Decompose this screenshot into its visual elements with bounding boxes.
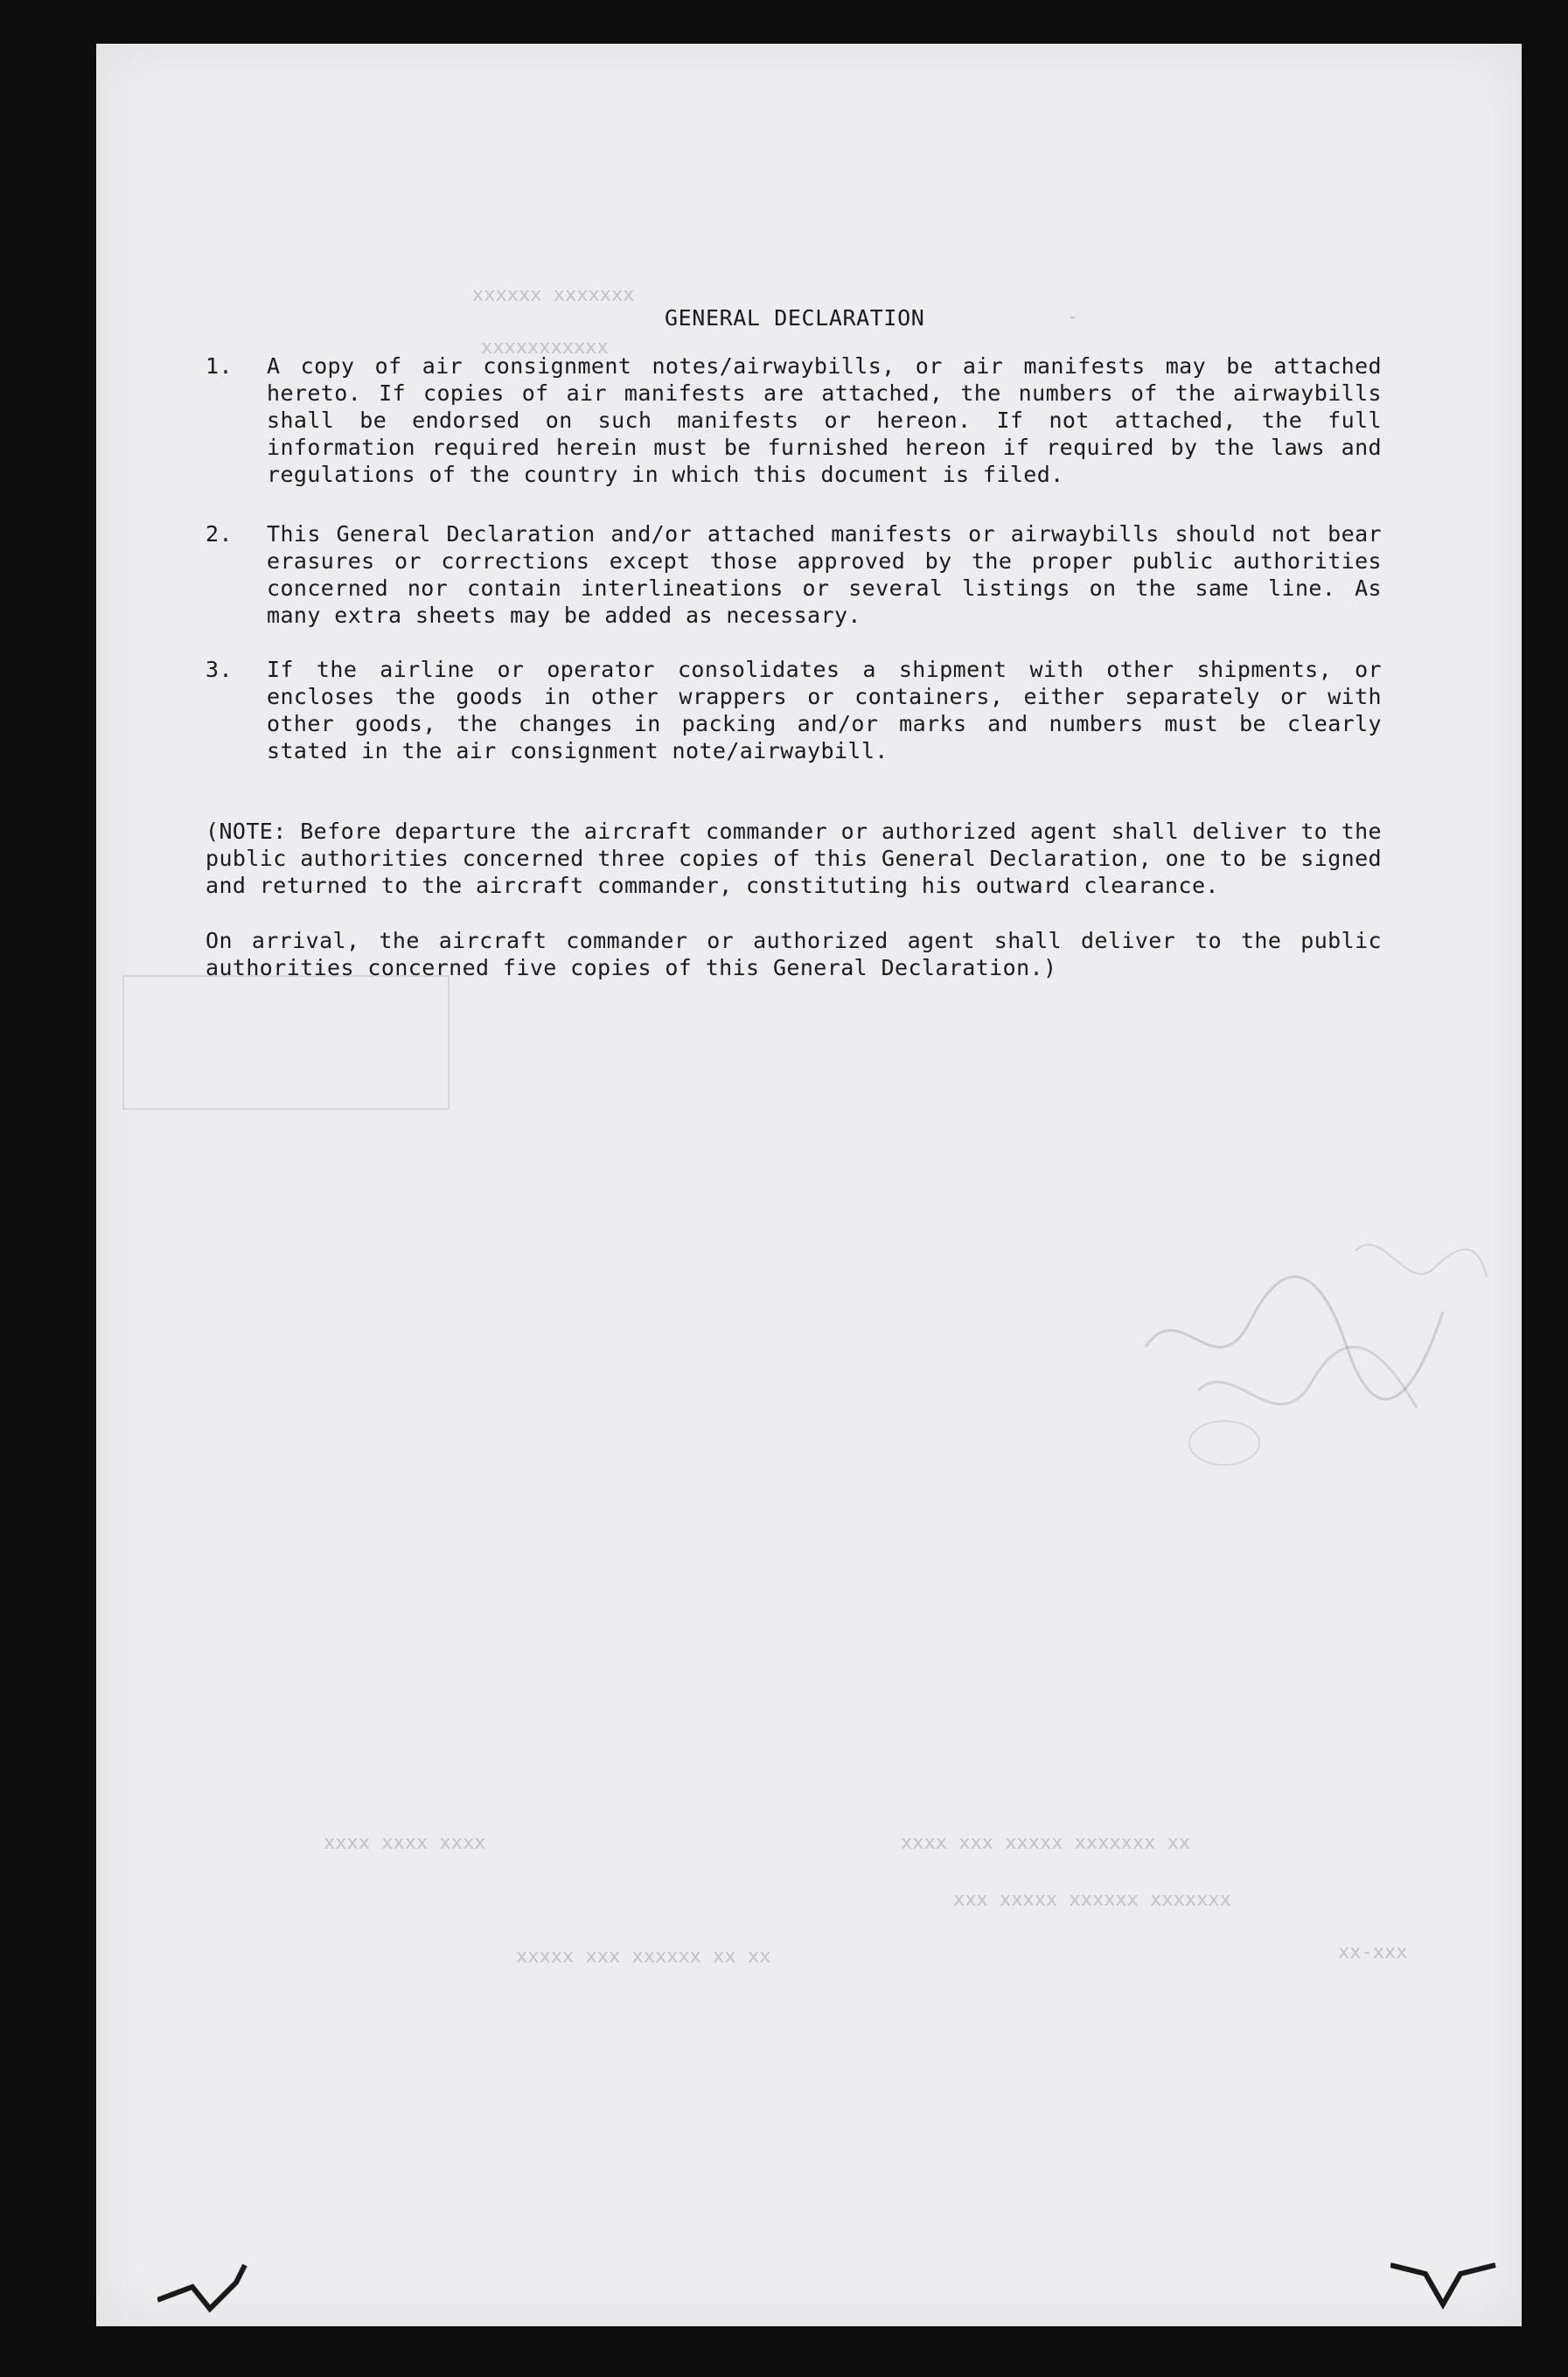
note-arrival: On arrival, the aircraft commander or authorized agent shall deliver to the public authorities concerned five copies of this General Declaration.) <box>206 928 1382 980</box>
bleed-through-mark: xxxxxx xxxxxxx <box>472 284 635 306</box>
bleed-through-mark: xxx-xx <box>1338 1941 1408 1963</box>
item-text: This General Declaration and/or attached manifests or airwaybills should not bear erasures or corrections except those approved by the proper public authorities concerned nor contain interlineations or several listings on the same line. As many extra sheets may be added as necessary. <box>267 521 1382 628</box>
item-text: A copy of air consignment notes/airwaybills, or air manifests may be attached hereto. If copies of air manifests are attached, the numbers of the airwaybills shall be endorsed on such manifests or hereon. If not attached, the full information required herein must be furnished hereon if required by the laws and regulations of the country in which this document is filed. <box>267 353 1382 487</box>
document-sheet <box>96 44 1522 2326</box>
edge-damage-mark <box>1390 2239 1513 2318</box>
bleed-through-mark: xxxx xxxx xxxx <box>324 1832 486 1854</box>
note-departure: (NOTE: Before departure the aircraft commander or authorized agent shall deliver to the public authorities concerned three copies of this General Declaration, one to be signed and returned to the aircraft commander, constituting his outward clearance. <box>206 819 1382 898</box>
item-number: 1. <box>206 353 233 379</box>
edge-damage-mark <box>157 2248 262 2318</box>
item-number: 2. <box>206 521 233 547</box>
bleed-through-stamp <box>122 975 449 1110</box>
signature-bleed-through <box>1128 1216 1495 1495</box>
bleed-through-mark: xx xx xxxxxx xxx xxxxx <box>516 1946 771 1968</box>
document-title: GENERAL DECLARATION <box>665 305 925 331</box>
bleed-through-mark: xxxxxxx xxxxxx xxxxx xxx <box>953 1889 1231 1911</box>
left-edge-mark <box>28 1504 31 1525</box>
bleed-through-mark: - <box>1067 306 1079 328</box>
item-number: 3. <box>206 657 233 682</box>
bleed-through-mark: xx xxxxxxx xxxxx xxx xxxx <box>901 1832 1191 1854</box>
bleed-through-mark: xxxxxxxxxxx <box>481 337 609 359</box>
item-text: If the airline or operator consolidates a shipment with other shipments, or encloses the goods in other wrappers or containers, either separately or with other goods, the changes in packing and/or marks and numbers must be clearly stated in the air consignment note/airwaybill. <box>267 657 1382 763</box>
